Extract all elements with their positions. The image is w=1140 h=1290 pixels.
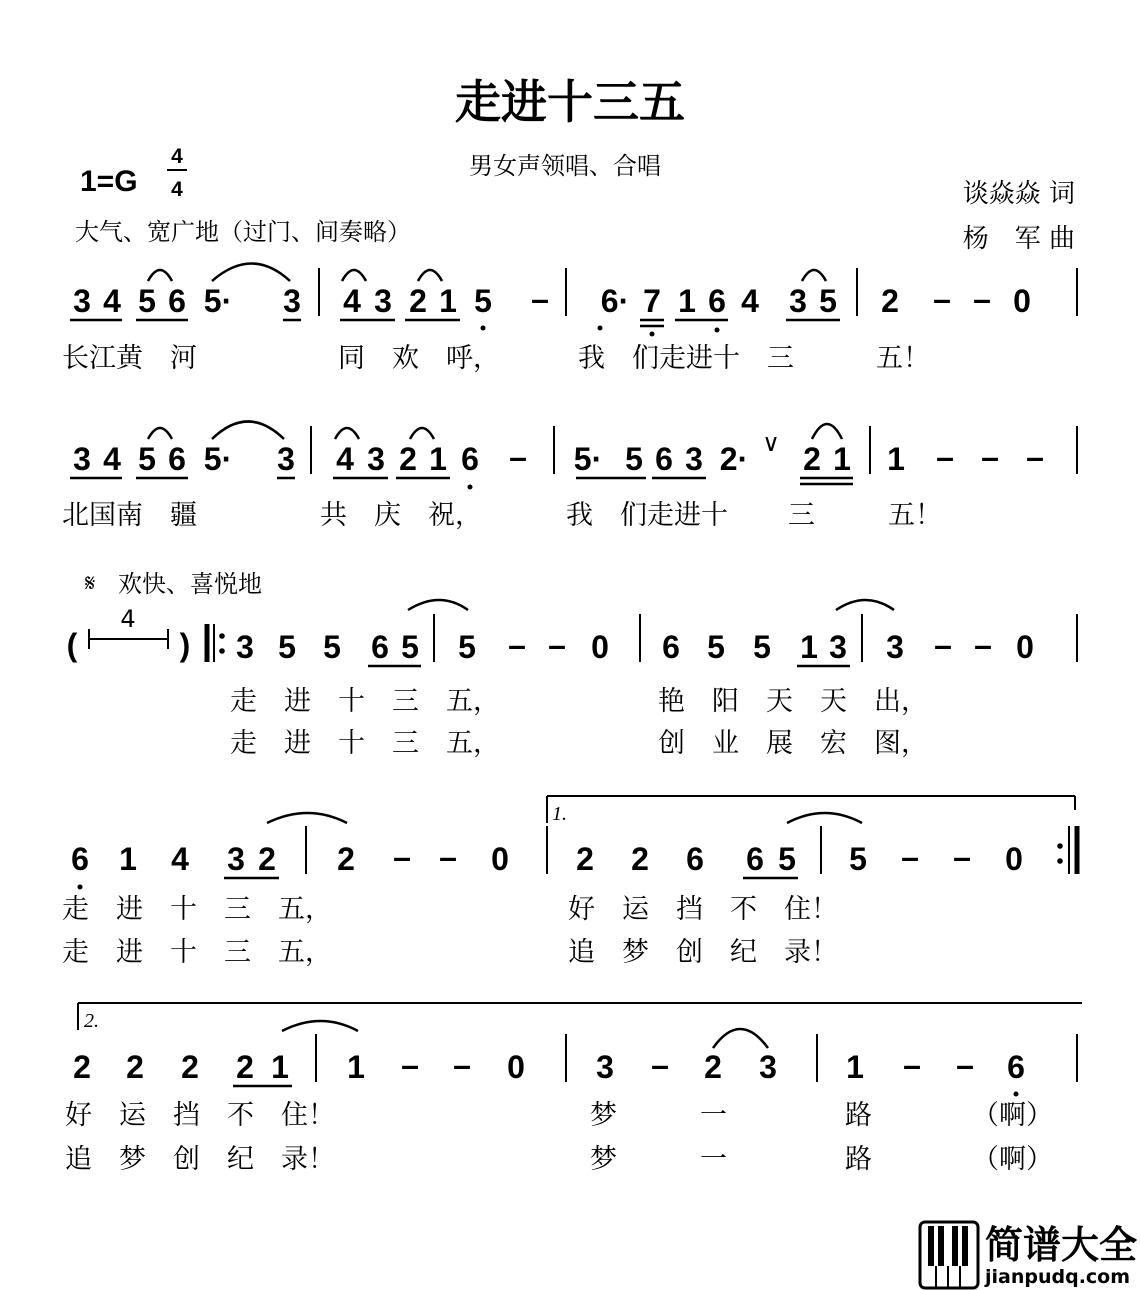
note: 1: [800, 629, 818, 665]
note: 2: [236, 1049, 254, 1085]
note: 2: [803, 441, 821, 477]
note: 2: [399, 441, 417, 477]
tempo-marking-main: 欢快、喜悦地: [118, 570, 262, 598]
dash: –: [974, 627, 992, 663]
note: 6: [371, 629, 389, 665]
note: 3: [789, 283, 807, 319]
lyric-verse1: （啊）: [972, 1100, 1053, 1131]
song-title: 走进十三五: [455, 75, 685, 129]
dash: –: [531, 281, 549, 317]
dash: –: [934, 627, 952, 663]
low-octave-dot: [715, 328, 720, 333]
note: 1: [887, 441, 905, 477]
note: 5: [278, 629, 296, 665]
note: 5: [819, 283, 837, 319]
dash: –: [936, 439, 954, 475]
note: 6: [168, 283, 186, 319]
note: 4: [336, 441, 354, 477]
lyric-verse2: 走 进 十 三 五，: [230, 728, 500, 759]
dash: –: [548, 627, 566, 663]
lyric-verse1: 梦: [590, 1100, 617, 1131]
dash: –: [953, 839, 971, 875]
note: 5: [849, 841, 867, 877]
low-octave-dot: [1014, 1092, 1019, 1097]
note: 0: [591, 629, 609, 665]
note: 5: [401, 629, 419, 665]
low-octave-dot: [468, 485, 473, 490]
dash: –: [439, 839, 457, 875]
note: 4: [343, 283, 361, 319]
composer-credit: 杨 军 曲: [962, 224, 1075, 254]
note: 4: [103, 441, 121, 477]
slur: [410, 428, 434, 439]
note: 6: [71, 841, 89, 877]
note: 5: [138, 441, 156, 477]
note: 1: [429, 441, 447, 477]
slur: [148, 428, 172, 439]
dash: –: [401, 1047, 419, 1083]
piano-keys-icon: [920, 1222, 978, 1288]
lyric: 同 欢 呼，: [338, 343, 500, 374]
note: 1: [439, 283, 457, 319]
lyric-verse1: 路: [845, 1100, 872, 1131]
note: 5: [778, 841, 796, 877]
note: 2·: [719, 441, 749, 477]
tie: [713, 1029, 768, 1048]
note: 6: [655, 441, 673, 477]
dash: –: [903, 1047, 921, 1083]
note: 0: [1016, 629, 1034, 665]
note: 2: [881, 283, 899, 319]
note: 2: [126, 1049, 144, 1085]
note: 5: [625, 441, 643, 477]
lyric-verse2: 路: [845, 1144, 872, 1175]
dash: –: [1026, 439, 1044, 475]
note: 5·: [573, 441, 603, 477]
multi-rest-count: 4: [120, 605, 136, 633]
dash: –: [651, 1047, 669, 1083]
note: 4: [103, 283, 121, 319]
slur: [802, 270, 826, 281]
slur: [812, 424, 842, 439]
lyric-verse1: 艳 阳 天 天 出，: [658, 686, 928, 717]
note: 1: [271, 1049, 289, 1085]
note: 2: [73, 1049, 91, 1085]
tie: [212, 264, 290, 282]
note: 3: [374, 283, 392, 319]
low-octave-dot: [481, 326, 486, 331]
staff-row-3: [67, 600, 1077, 759]
lyric-verse1: 一: [700, 1100, 727, 1131]
paren-open: (: [66, 627, 78, 663]
note: 2: [337, 841, 355, 877]
note: 0: [491, 841, 509, 877]
dash: –: [956, 1047, 974, 1083]
tempo-marking-intro: 大气、宽广地（过门、间奏略）: [75, 218, 411, 246]
note: 3: [759, 1049, 777, 1085]
note: 3: [829, 629, 847, 665]
lyric-verse2: 梦: [590, 1144, 617, 1175]
lyricist-credit: 谈焱焱 词: [962, 179, 1075, 209]
note: 6: [686, 841, 704, 877]
note: 2: [631, 841, 649, 877]
lyric-verse2: （啊）: [972, 1144, 1053, 1175]
lyric: 三: [788, 500, 815, 531]
note: 1: [347, 1049, 365, 1085]
note: 5: [753, 629, 771, 665]
repeat-dot: [1057, 858, 1063, 864]
slur: [418, 270, 442, 281]
note: 5·: [203, 283, 233, 319]
lyric: 共 庆 祝，: [320, 500, 482, 531]
repeat-dot: [1057, 843, 1063, 849]
note: 6: [746, 841, 764, 877]
tie: [408, 600, 468, 610]
note: 5: [458, 629, 476, 665]
note: 3: [685, 441, 703, 477]
tie: [267, 813, 347, 823]
slur: [342, 270, 366, 281]
lyric: 长江黄 河: [62, 343, 197, 374]
lyric-verse2: 创 业 展 宏 图，: [658, 728, 928, 759]
lyric-verse1: 好 运 挡 不 住！: [568, 894, 838, 925]
lyric: 北国南 疆: [62, 500, 197, 531]
watermark-name: 简谱大全: [985, 1223, 1138, 1267]
dash: –: [509, 439, 527, 475]
dash: –: [393, 839, 411, 875]
note: 5: [323, 629, 341, 665]
lyric-verse1: 走 进 十 三 五，: [62, 894, 332, 925]
note: 3: [367, 441, 385, 477]
performance-subtitle: 男女声领唱、合唱: [469, 152, 661, 180]
note: 0: [507, 1049, 525, 1085]
note: 3: [277, 441, 295, 477]
time-signature-bottom: 4: [171, 178, 183, 201]
note: 5·: [203, 441, 233, 477]
note: 2: [181, 1049, 199, 1085]
note: 0: [1005, 841, 1023, 877]
note: 6: [1007, 1049, 1025, 1085]
note: 3: [73, 283, 91, 319]
note: 2: [409, 283, 427, 319]
note: 5: [474, 283, 492, 319]
lyric: 五！: [876, 343, 930, 374]
repeat-dot: [219, 648, 225, 654]
note: 2: [258, 841, 276, 877]
note: 5: [707, 629, 725, 665]
note: 3: [886, 629, 904, 665]
note: 6·: [600, 283, 630, 319]
key-signature: 1=G: [80, 165, 138, 198]
tie: [787, 813, 862, 823]
lyric-verse2: 追 梦 创 纪 录！: [65, 1144, 335, 1175]
note: 3: [73, 441, 91, 477]
lyric-verse1: 好 运 挡 不 住！: [65, 1100, 335, 1131]
note: 3: [227, 841, 245, 877]
staff-row-1: [62, 264, 1077, 375]
low-octave-dot: [78, 885, 83, 890]
note: 1: [846, 1049, 864, 1085]
tie: [212, 422, 284, 440]
slur: [148, 270, 172, 281]
note: 6: [662, 629, 680, 665]
lyric-verse2: 走 进 十 三 五，: [62, 937, 332, 968]
breath-mark: ∨: [762, 429, 780, 457]
staff-row-5: [65, 1003, 1082, 1175]
watermark-site: jianpudq.com: [985, 1266, 1131, 1288]
dash: –: [973, 281, 991, 317]
lyric: 我 们走进十: [566, 500, 728, 531]
tie: [282, 1021, 358, 1031]
note: 6: [168, 441, 186, 477]
lyric: 五！: [888, 500, 942, 531]
note: 0: [1013, 283, 1031, 319]
staff-row-2: [62, 422, 1077, 532]
tie: [836, 600, 894, 610]
lyric-verse2: 追 梦 创 纪 录！: [568, 937, 838, 968]
repeat-dot: [219, 633, 225, 639]
note: 4: [741, 283, 759, 319]
dash: –: [508, 627, 526, 663]
note: 5: [138, 283, 156, 319]
paren-close: ): [179, 627, 191, 663]
volta-2-label: 2.: [84, 1010, 99, 1032]
note: 3: [596, 1049, 614, 1085]
note: 3: [283, 283, 301, 319]
note: 4: [171, 841, 189, 877]
note: 6: [461, 441, 479, 477]
low-octave-dot: [598, 326, 603, 331]
note: 2: [704, 1049, 722, 1085]
volta-1-label: 1.: [552, 803, 567, 825]
lyric-verse1: 走 进 十 三 五，: [230, 686, 500, 717]
segno-sign: 𝄋: [85, 569, 96, 597]
dash: –: [453, 1047, 471, 1083]
note: 2: [576, 841, 594, 877]
low-octave-dot: [650, 332, 655, 337]
note: 1: [678, 283, 696, 319]
note: 1: [833, 441, 851, 477]
note: 3: [236, 629, 254, 665]
time-signature-top: 4: [171, 145, 183, 168]
site-watermark: [920, 1222, 1137, 1288]
note: 1: [119, 841, 137, 877]
slur: [335, 428, 359, 439]
dash: –: [933, 281, 951, 317]
staff-row-4: [62, 796, 1077, 968]
note: 6: [708, 283, 726, 319]
lyric: 我 们走进十 三: [578, 343, 794, 374]
dash: –: [981, 439, 999, 475]
dash: –: [901, 839, 919, 875]
lyric-verse2: 一: [700, 1144, 727, 1175]
note: 7: [643, 283, 661, 319]
